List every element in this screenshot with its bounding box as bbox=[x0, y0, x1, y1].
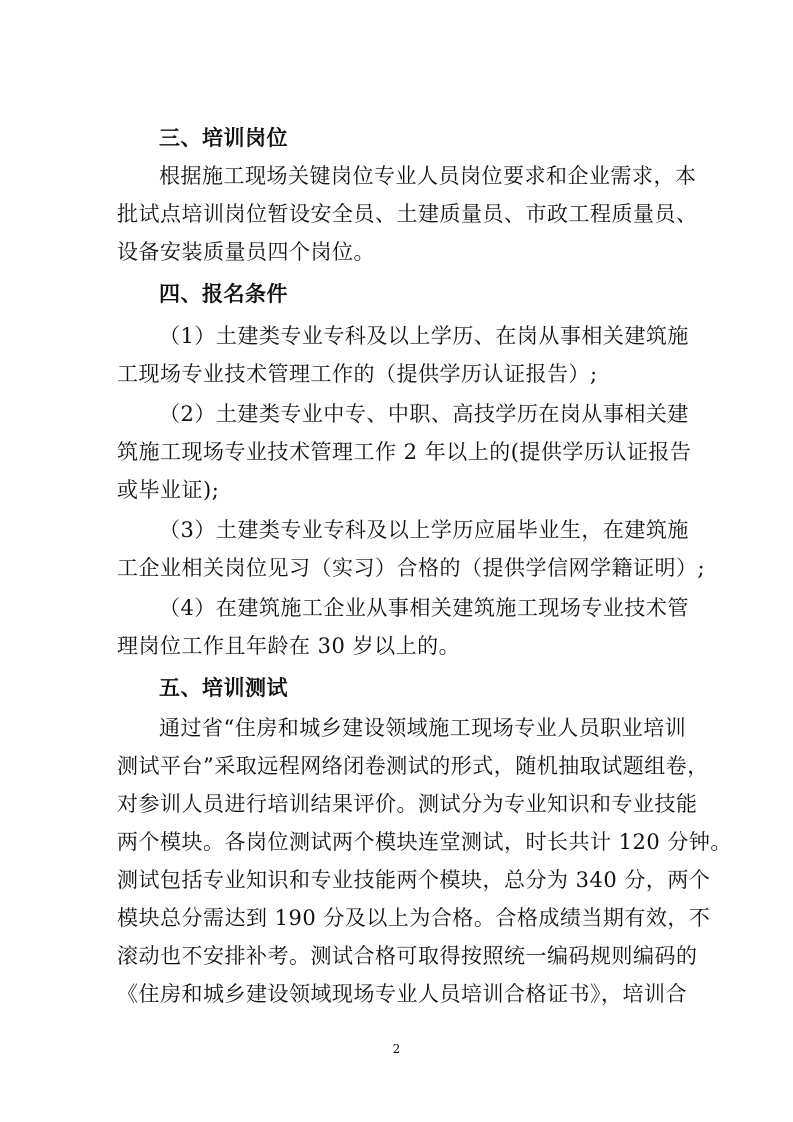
section-5-heading: 五、培训测试 bbox=[159, 676, 288, 700]
paragraph-line: 滚动也不安排补考。测试合格可取得按照统一编码规则编码的 bbox=[117, 944, 698, 968]
section-3-heading: 三、培训岗位 bbox=[159, 126, 288, 150]
page-number: 2 bbox=[392, 1042, 401, 1056]
list-item-line: 工现场专业技术管理工作的（提供学历认证报告）; bbox=[117, 362, 598, 386]
paragraph-line: 测试平台”采取远程网络闭卷测试的形式，随机抽取试题组卷， bbox=[117, 754, 709, 778]
section-4-heading: 四、报名条件 bbox=[159, 282, 288, 306]
list-item-line: 或毕业证); bbox=[117, 478, 220, 502]
paragraph-line: 对参训人员进行培训结果评价。测试分为专业知识和专业技能 bbox=[117, 792, 698, 816]
paragraph-line: 根据施工现场关键岗位专业人员岗位要求和企业需求，本 bbox=[159, 164, 697, 188]
list-item-line: （1）土建类专业专科及以上学历、在岗从事相关建筑施 bbox=[159, 324, 689, 348]
list-item-line: 工企业相关岗位见习（实习）合格的（提供学信网学籍证明）; bbox=[117, 556, 706, 580]
paragraph-line: 两个模块。各岗位测试两个模块连堂测试，时长共计 120 分钟。 bbox=[117, 830, 732, 854]
paragraph-line: 设备安装质量员四个岗位。 bbox=[117, 240, 375, 264]
paragraph-line: 通过省“住房和城乡建设领域施工现场专业人员职业培训 bbox=[159, 716, 687, 740]
paragraph-line: 批试点培训岗位暂设安全员、土建质量员、市政工程质量员、 bbox=[117, 202, 698, 226]
list-item-line: （4）在建筑施工企业从事相关建筑施工现场专业技术管 bbox=[159, 596, 689, 620]
paragraph-line: 模块总分需达到 190 分及以上为合格。合格成绩当期有效，不 bbox=[117, 906, 711, 930]
list-item-line: 理岗位工作且年龄在 30 岁以上的。 bbox=[117, 634, 461, 658]
list-item-line: （3）土建类专业专科及以上学历应届毕业生，在建筑施 bbox=[159, 518, 689, 542]
list-item-line: 筑施工现场专业技术管理工作 2 年以上的(提供学历认证报告 bbox=[117, 440, 692, 464]
paragraph-line: 测试包括专业知识和专业技能两个模块，总分为 340 分，两个 bbox=[117, 868, 711, 892]
paragraph-line: 《住房和城乡建设领域现场专业人员培训合格证书》，培训合 bbox=[117, 982, 687, 1006]
list-item-line: （2）土建类专业中专、中职、高技学历在岗从事相关建 bbox=[159, 402, 689, 426]
